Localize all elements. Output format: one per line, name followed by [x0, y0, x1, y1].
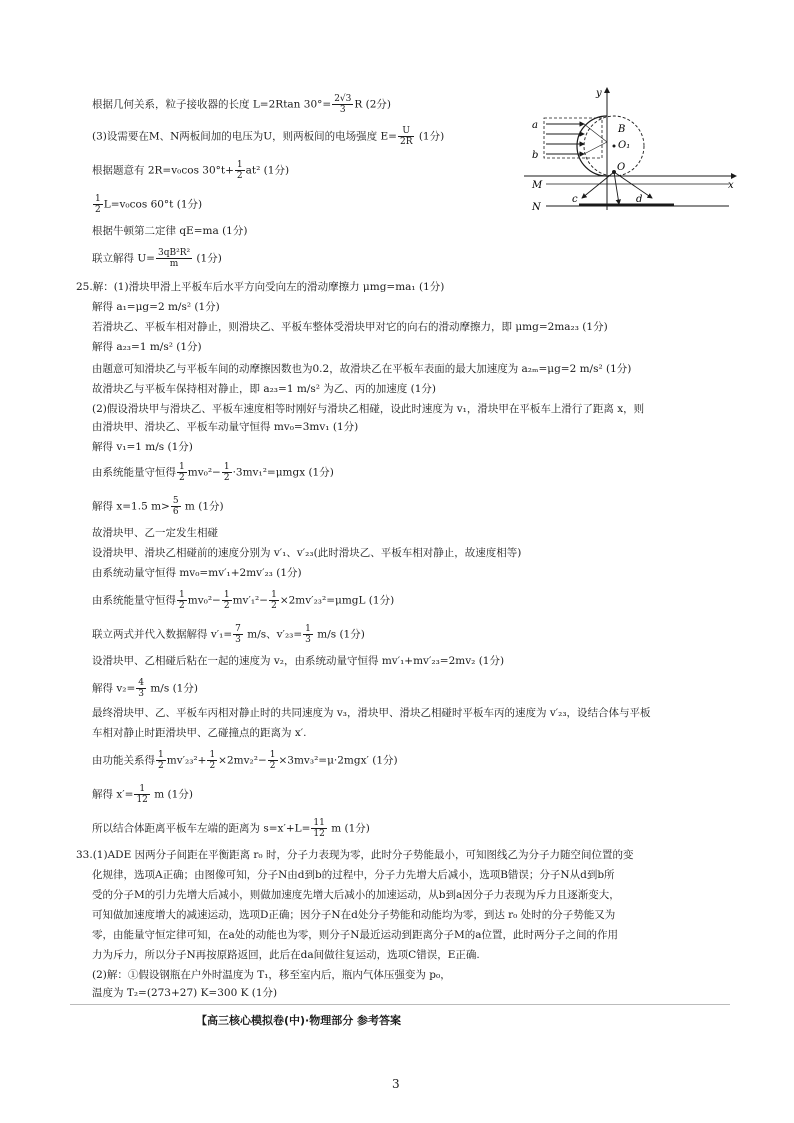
- line-2: (3)设需要在M、N两板间加的电压为U，则两板间的电场强度 E= $\frac{U}{2R}$ (1分): [92, 126, 445, 147]
- label-y: y: [596, 88, 602, 99]
- line-23: 设滑块甲、乙相碰后粘在一起的速度为 v₂，由系统动量守恒得 mv′₁+mv′₂₃=2mv₂ (1分): [92, 655, 505, 667]
- line-26: 车相对静止时距滑块甲、乙碰撞点的距离为 x′.: [92, 727, 307, 739]
- footer-divider: [70, 1004, 730, 1005]
- footer-title: 【高三核心模拟卷(中)·物理部分 参考答案: [196, 1014, 402, 1027]
- line-14: 由滑块甲、滑块乙、平板车动量守恒得 mv₀=3mv₁ (1分): [92, 421, 359, 433]
- line-24: 解得 v₂= $\frac{4}{3}$ m/s (1分): [92, 678, 198, 699]
- line-31: 化规律，选项A正确；由图像可知，分子N由d到b的过程中，分子力先增大后减小，选项B错误；分子N从d到b所: [92, 869, 615, 881]
- line-4: $\frac{1}{2}$ L=v₀cos 60°t (1分): [95, 194, 203, 215]
- line-35: 力为斥力，所以分子N再按原路返回，此后在da间做往复运动，选项C错误，E正确.: [92, 949, 480, 961]
- line-33: 可知做加速度增大的减速运动，选项D正确；因分子N在d处分子势能和动能均为零，到达 r₀ 处时的分子势能又为: [92, 909, 616, 921]
- line-37: 温度为 T₂=(273+27) K=300 K (1分): [92, 987, 278, 999]
- line-7: 25.解：(1)滑块甲滑上平板车后水平方向受向左的滑动摩擦力 μmg=ma₁ (1分): [76, 281, 445, 293]
- line-22: 联立两式并代入数据解得 v′₁= $\frac{7}{3}$ m/s、v′₂₃= $\frac{1}{3}$ m/s (1分): [92, 624, 365, 645]
- line-3: 根据题意有 2R=v₀cos 30°t+ $\frac{1}{2}$ at² (1分): [92, 160, 290, 181]
- line-29: 所以结合体距离平板车左端的距离为 s=x′+L= $\frac{11}{12}$ m (1分): [92, 818, 370, 839]
- label-d: d: [636, 194, 643, 205]
- label-b: b: [532, 150, 539, 161]
- line-17: 解得 x=1.5 m> $\frac{5}{6}$ m (1分): [92, 496, 224, 517]
- page-number: 3: [392, 1077, 400, 1091]
- line-10: 解得 a₂₃=1 m/s² (1分): [92, 341, 202, 353]
- line-32: 受的分子M的引力先增大后减小，则做加速度先增大后减小的加速运动，从b到a因分子力表现为斥力且逐渐变大，: [92, 889, 620, 901]
- label-B: B: [618, 124, 626, 135]
- label-x: x: [728, 180, 734, 191]
- line-6: 联立解得 U= $\frac{\text{3qB²R²}}{m}$ (1分): [92, 248, 222, 269]
- line-15: 解得 v₁=1 m/s (1分): [92, 441, 193, 453]
- line-13: (2)假设滑块甲与滑块乙、平板车速度相等时刚好与滑块乙相碰，设此时速度为 v₁，滑块甲在平板车上滑行了距离 x，则: [92, 403, 645, 415]
- label-c: c: [572, 194, 578, 205]
- line-5: 根据牛顿第二定律 qE=ma (1分): [92, 225, 248, 237]
- line-27: 由功能关系得 $\frac{1}{2}$ mv′₂₃²+ $\frac{1}{2}$ ×2mv₂²− $\frac{1}{2}$ ×3mv₃²=μ·2mgx′ (1分): [92, 750, 398, 771]
- line-12: 故滑块乙与平板车保持相对静止，即 a₂₃=1 m/s² 为乙、丙的加速度 (1分): [92, 383, 436, 395]
- line-9: 若滑块乙、平板车相对静止，则滑块乙、平板车整体受滑块甲对它的向右的滑动摩擦力，即 μmg=2ma₂₃ (1分): [92, 321, 608, 333]
- label-a: a: [532, 120, 538, 131]
- line-1: 根据几何关系，粒子接收器的长度 L=2Rtan 30°= $\frac{2√3}{3}$ R (2分): [92, 94, 391, 115]
- line-16: 由系统能量守恒得 $\frac{1}{2}$ mv₀²− $\frac{1}{2}$ ·3mv₁²=μmgx (1分): [92, 462, 334, 483]
- line-25: 最终滑块甲、乙、平板车丙相对静止时的共同速度为 v₃，滑块甲、滑块乙相碰时平板车丙的速度为 v′₂₃，设结合体与平板: [92, 707, 651, 719]
- line-18: 故滑块甲、乙一定发生相碰: [92, 527, 218, 539]
- line-36: (2)解：①假设钢瓶在户外时温度为 T₁，移至室内后，瓶内气体压强变为 p₀，: [92, 969, 451, 981]
- line-28: 解得 x′= $\frac{1}{12}$ m (1分): [92, 784, 193, 805]
- line-8: 解得 a₁=μg=2 m/s² (1分): [92, 301, 220, 313]
- line-20: 由系统动量守恒得 mv₀=mv′₁+2mv′₂₃ (1分): [92, 567, 302, 579]
- line-30: 33.(1)ADE 因两分子间距在平衡距离 r₀ 时，分子力表现为零，此时分子势能最小，可知图线乙为分子力随空间位置的变: [76, 849, 634, 861]
- line-19: 设滑块甲、滑块乙相碰前的速度分别为 v′₁、v′₂₃(此时滑块乙、平板车相对静止，故速度相等): [92, 547, 522, 559]
- label-O1: O₁: [618, 140, 631, 151]
- line-34: 零，由能量守恒定律可知，在a处的动能也为零，则分子N最近运动到距离分子M的a位置，此时两分子之间的作用: [92, 929, 618, 941]
- label-M: M: [532, 180, 543, 191]
- label-O: O: [617, 162, 626, 173]
- line-21: 由系统能量守恒得 $\frac{1}{2}$ mv₀²− $\frac{1}{2}$ mv′₁²− $\frac{1}{2}$ ×2mv′₂₃²=μmgL (1分): [92, 590, 395, 611]
- geometry-figure: [524, 86, 740, 216]
- line-11: 由题意可知滑块乙与平板车间的动摩擦因数也为0.2，故滑块乙在平板车表面的最大加速度为 a₂ₘ=μg=2 m/s² (1分): [92, 363, 632, 375]
- label-N: N: [532, 202, 541, 213]
